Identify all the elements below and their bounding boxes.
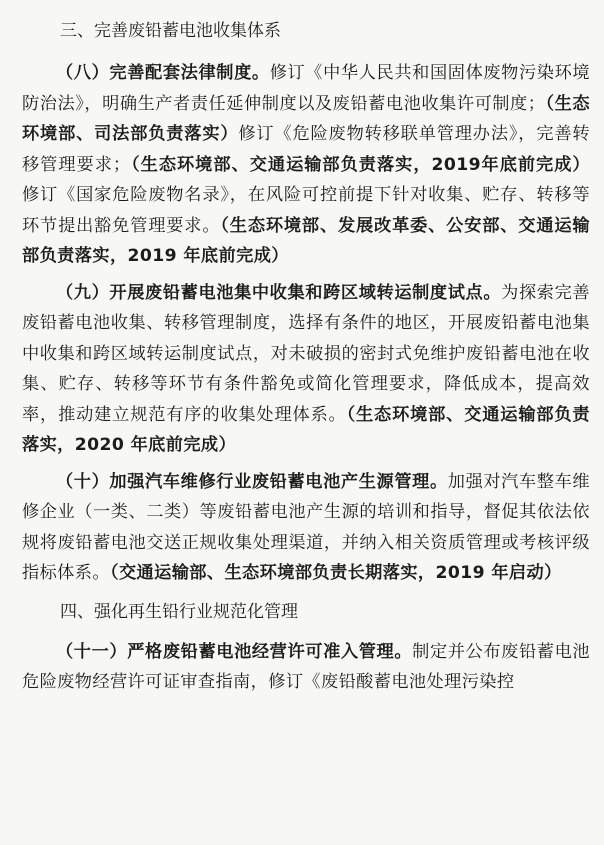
item-8-lead: （八）完善配套法律制度。 <box>56 63 270 83</box>
item-10-lead: （十）加强汽车维修行业废铅蓄电池产生源管理。 <box>56 471 448 492</box>
paragraph-item-11 <box>22 637 590 698</box>
item-8-body-2: 修订《危险废物转移联单管理办法》，完善转移管理要求； <box>22 124 590 175</box>
item-8-responsibility-2: （生态环境部、交通运输部负责落实，2019年底前完成） <box>130 154 590 175</box>
item-9-responsibility: （生态环境部、交通运输部负责落实，2020 年底前完成） <box>22 404 590 455</box>
item-8-body-3: 修订《国家危险废物名录》，在风险可控前提下针对收集、贮存、转移等环节提出豁免管理要求。 <box>22 185 590 236</box>
item-8-responsibility-1: （生态环境部、司法部负责落实） <box>22 93 590 144</box>
item-10-responsibility: （交通运输部、生态环境部负责长期落实，2019 年启动） <box>109 563 562 583</box>
paragraph-item-8 <box>22 58 590 272</box>
section-heading-3: 三、完善废铅蓄电池收集体系 <box>60 21 281 41</box>
item-11-body: 制定并公布废铅蓄电池危险废物经营许可证审查指南，修订《废铅酸蓄电池处理污染控 <box>22 641 590 692</box>
paragraph-item-10 <box>22 467 590 589</box>
item-9-body: 为探索完善废铅蓄电池收集、转移管理制度，选择有条件的地区，开展废铅蓄电池集中收集和跨区域转运制度试点，对未破损的密封式免维护废铅蓄电池在收集、贮存、转移等环节有条件豁免或简化管理要求，降低成本，提高效率，推动建立规范有序的收集处理体系。 <box>22 282 590 425</box>
paragraph-item-9 <box>22 278 590 461</box>
item-8-body-1: 修订《中华人民共和国固体废物污染环境防治法》，明确生产者责任延伸制度以及废铅蓄电池收集许可制度； <box>22 63 590 114</box>
section-heading-4: 四、强化再生铅行业规范化管理 <box>60 601 298 622</box>
item-11-lead: （十一）严格废铅蓄电池经营许可准入管理。 <box>56 641 413 662</box>
item-8-responsibility-3: （生态环境部、发展改革委、公安部、交通运输部负责落实，2019 年底前完成） <box>22 215 590 266</box>
item-9-lead: （九）开展废铅蓄电池集中收集和跨区域转运制度试点。 <box>56 282 502 303</box>
item-10-body: 加强对汽车整车维修企业（一类、二类）等废铅蓄电池产生源的培训和指导，督促其依法依规将废铅蓄电池交送正规收集处理渠道，并纳入相关资质管理或考核评级指标体系。 <box>22 471 591 583</box>
